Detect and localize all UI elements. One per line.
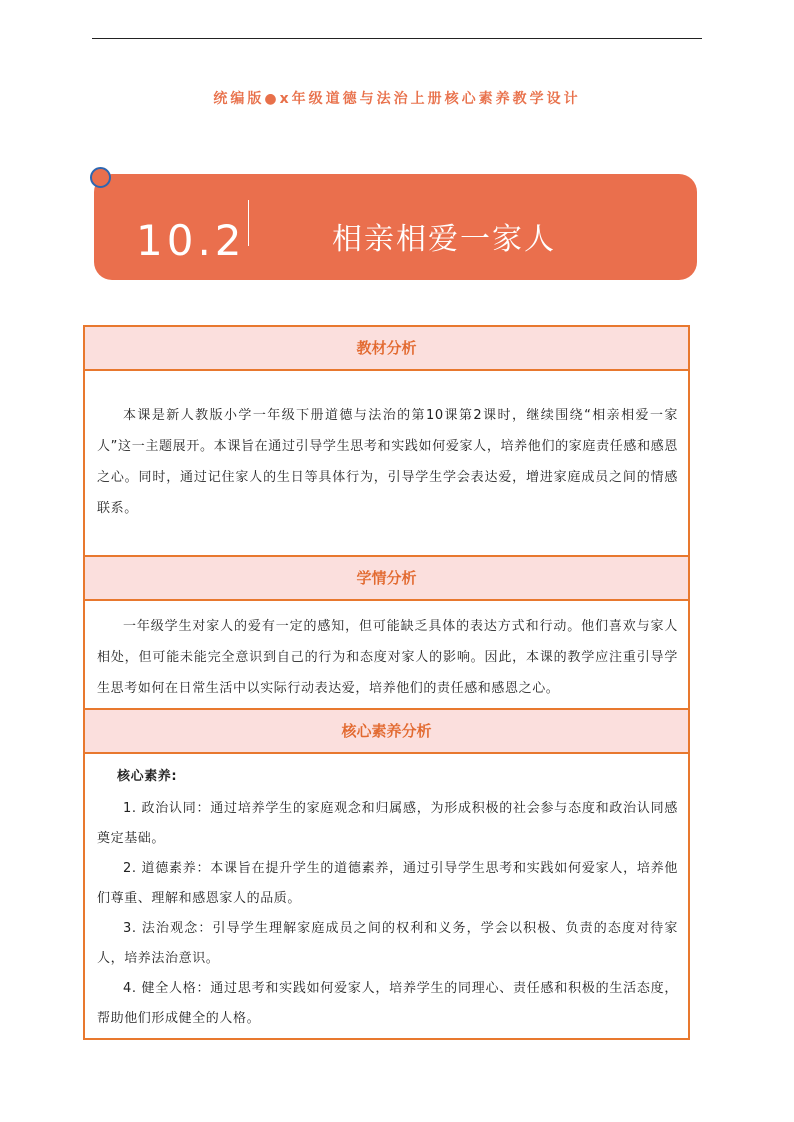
core-item-political: 1. 政治认同：通过培养学生的家庭观念和归属感，为形成积极的社会参与态度和政治认同感奠定基础。 [97, 801, 678, 846]
banner-divider [248, 200, 249, 246]
analysis-table [83, 325, 690, 1040]
lesson-number: 10.2 [136, 216, 246, 265]
core-item-personality: 4. 健全人格：通过思考和实践如何爱家人，培养学生的同理心、责任感和积极的生活态度，帮助他们形成健全的人格。 [97, 981, 678, 1026]
core-item-legal: 3. 法治观念：引导学生理解家庭成员之间的权利和义务，学会以积极、负责的态度对待家人，培养法治意识。 [97, 921, 678, 966]
document-header: 统编版●x年级道德与法治上册核心素养教学设计 [213, 91, 581, 107]
section-heading-textbook: 教材分析 [85, 327, 688, 371]
circle-marker-icon [90, 167, 111, 188]
textbook-paragraph: 本课是新人教版小学一年级下册道德与法治的第10课第2课时，继续围绕“相亲相爱一家人”这一主题展开。本课旨在通过引导学生思考和实践如何爱家人，培养他们的家庭责任感和感恩之心。同时，通过记住家人的生日等具体行为，引导学生学会表达爱，增进家庭成员之间的情感联系。 [97, 408, 678, 516]
header-rule [92, 38, 702, 39]
lesson-banner [94, 174, 697, 280]
section-heading-students: 学情分析 [85, 557, 688, 601]
students-paragraph: 一年级学生对家人的爱有一定的感知，但可能缺乏具体的表达方式和行动。他们喜欢与家人相处，但可能未能完全意识到自己的行为和态度对家人的影响。因此，本课的教学应注重引导学生思考如何在日常生活中以实际行动表达爱，培养他们的责任感和感恩之心。 [97, 619, 678, 696]
section-body-textbook [85, 371, 688, 557]
section-body-core [85, 754, 688, 1038]
lesson-title: 相亲相爱一家人 [332, 222, 556, 257]
section-body-students [85, 601, 688, 710]
section-heading-core: 核心素养分析 [85, 710, 688, 754]
core-item-moral: 2. 道德素养：本课旨在提升学生的道德素养，通过引导学生思考和实践如何爱家人，培养他们尊重、理解和感恩家人的品质。 [97, 861, 678, 906]
core-literacy-heading: 核心素养: [117, 769, 178, 784]
